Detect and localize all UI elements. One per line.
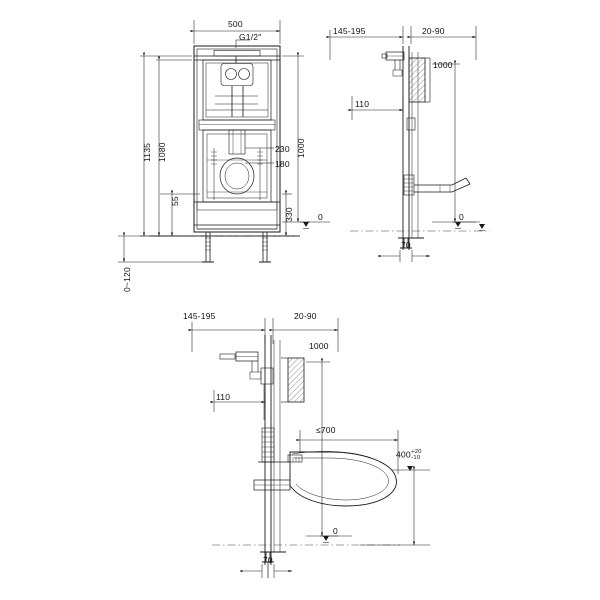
dim-sidebottom-range-20-90: 20-90 — [294, 311, 317, 321]
dim-front-depth-180: 180 — [275, 159, 290, 169]
front-view-geometry — [150, 46, 300, 262]
dim-front-height-55: 55 — [170, 196, 180, 206]
pan-height-tol-minus: -10 — [411, 455, 421, 462]
dim-sidebottom-depth-110: 110 — [216, 392, 231, 402]
dim-sidebottom-range-145-195: 145-195 — [183, 311, 216, 321]
dim-front-height-1000: 1000 — [296, 138, 306, 158]
side-view-bottom-dimensions — [192, 318, 430, 578]
pan-height-nominal: 400 — [396, 449, 411, 460]
label-water-inlet-g12: G1/2" — [239, 32, 262, 42]
pan-height-tolerance — [411, 449, 421, 461]
pan-height-tol-plus: +20 — [411, 449, 422, 455]
dim-sidebottom-height-1000: 1000 — [309, 341, 329, 351]
dim-sidebottom-base-70: 70 — [263, 555, 273, 565]
dim-front-foot-range-0-120: 0~120 — [122, 267, 132, 292]
dim-sidebottom-pan-length: ≤700 — [316, 425, 336, 435]
side-view-top-dimensions — [330, 26, 485, 262]
dim-sidetop-depth-110: 110 — [355, 99, 370, 109]
dim-sidebottom-pan-height — [396, 449, 422, 461]
dim-sidetop-range-145-195: 145-195 — [333, 26, 366, 36]
dim-front-datum-zero: 0 — [318, 212, 323, 222]
side-view-bottom-geometry — [212, 335, 400, 578]
dim-sidetop-datum-zero: 0 — [459, 212, 464, 222]
dim-front-depth-230: 230 — [275, 144, 290, 154]
dim-sidetop-height-1000: 1000 — [433, 60, 453, 70]
dim-sidetop-range-20-90: 20-90 — [422, 26, 445, 36]
dim-front-height-1080: 1080 — [157, 142, 167, 162]
dim-sidebottom-datum-zero: 0 — [333, 526, 338, 536]
dim-front-width-500: 500 — [228, 19, 243, 29]
side-view-top-geometry — [350, 46, 490, 250]
dim-front-height-330: 330 — [284, 207, 294, 222]
dim-front-height-1135: 1135 — [142, 142, 152, 162]
dim-sidetop-base-70: 70 — [401, 240, 411, 250]
